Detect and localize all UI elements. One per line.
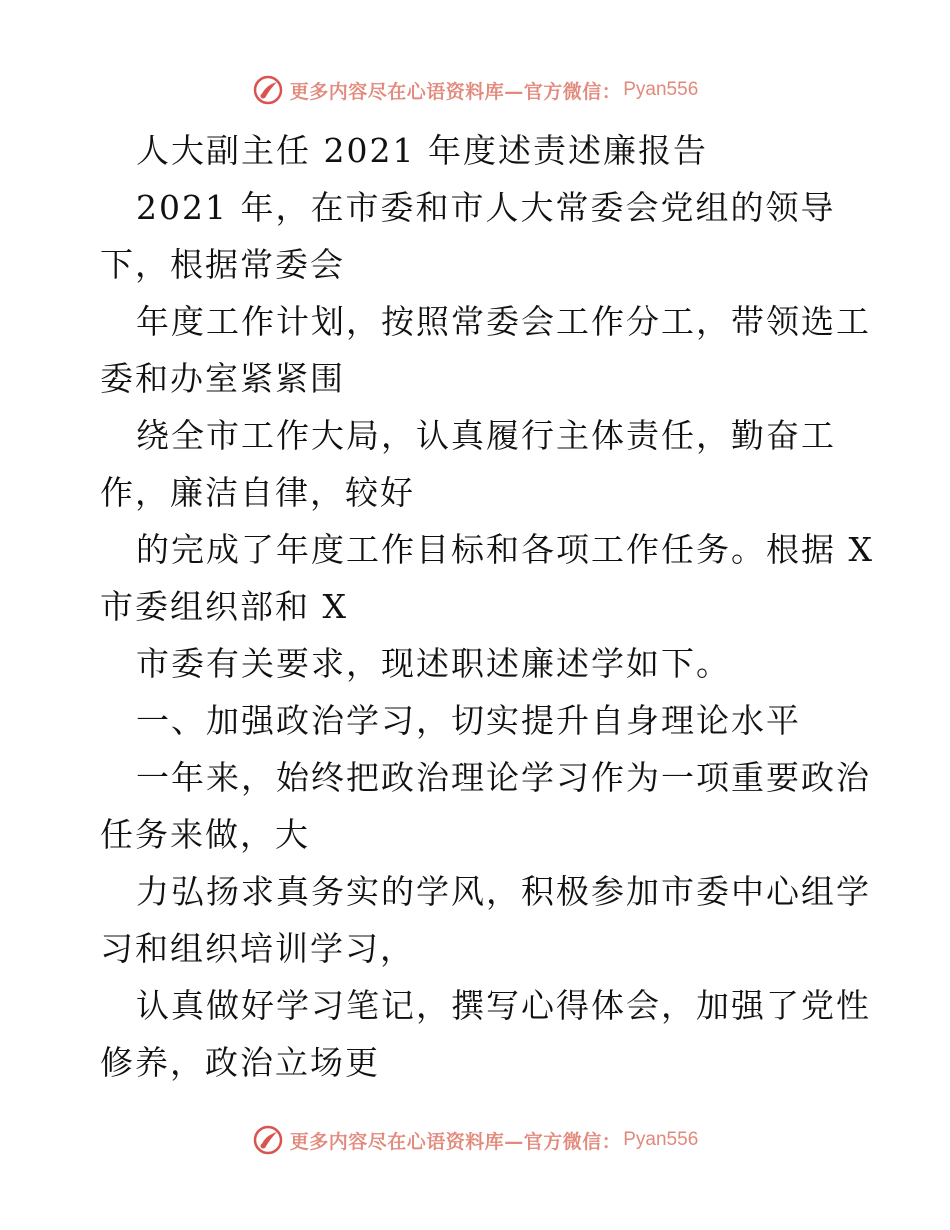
text-line: 市委有关要求，现述职述廉述学如下。 <box>136 644 731 683</box>
text-line: 绕全市工作大局，认真履行主体责任，勤奋工 <box>136 416 836 455</box>
text-line: 修养，政治立场更 <box>100 1043 380 1082</box>
text-line: 作，廉洁自律，较好 <box>100 473 415 512</box>
footer-watermark <box>0 1120 950 1160</box>
text-line: 委和办室紧紧围 <box>100 359 345 398</box>
watermark-text: 更多内容尽在心语资料库—官方微信： <box>289 1130 622 1153</box>
logo-icon <box>252 1124 284 1156</box>
header-watermark <box>0 70 950 110</box>
text-line: 力弘扬求真务实的学风，积极参加市委中心组学 <box>136 872 871 911</box>
text-line: 任务来做，大 <box>100 815 310 854</box>
text-line: 一、加强政治学习，切实提升自身理论水平 <box>136 701 801 740</box>
text-line: 下，根据常委会 <box>100 245 345 284</box>
text-line: 人大副主任 2021 年度述责述廉报告 <box>136 131 708 170</box>
text-line: 年度工作计划，按照常委会工作分工，带领选工 <box>136 302 871 341</box>
text-line: 的完成了年度工作目标和各项工作任务。根据 X <box>136 530 874 569</box>
watermark-account: Pyan556 <box>623 1129 699 1150</box>
watermark-account: Pyan556 <box>623 79 699 100</box>
watermark-text: 更多内容尽在心语资料库—官方微信： <box>289 80 622 103</box>
text-line: 2021 年，在市委和市人大常委会党组的领导 <box>136 188 836 227</box>
text-line: 认真做好学习笔记，撰写心得体会，加强了党性 <box>136 986 871 1025</box>
text-line: 习和组织培训学习， <box>100 929 415 968</box>
logo-icon <box>252 74 284 106</box>
text-line: 一年来，始终把政治理论学习作为一项重要政治 <box>136 758 871 797</box>
text-line: 市委组织部和 X <box>100 587 348 626</box>
document-body <box>100 122 874 1091</box>
